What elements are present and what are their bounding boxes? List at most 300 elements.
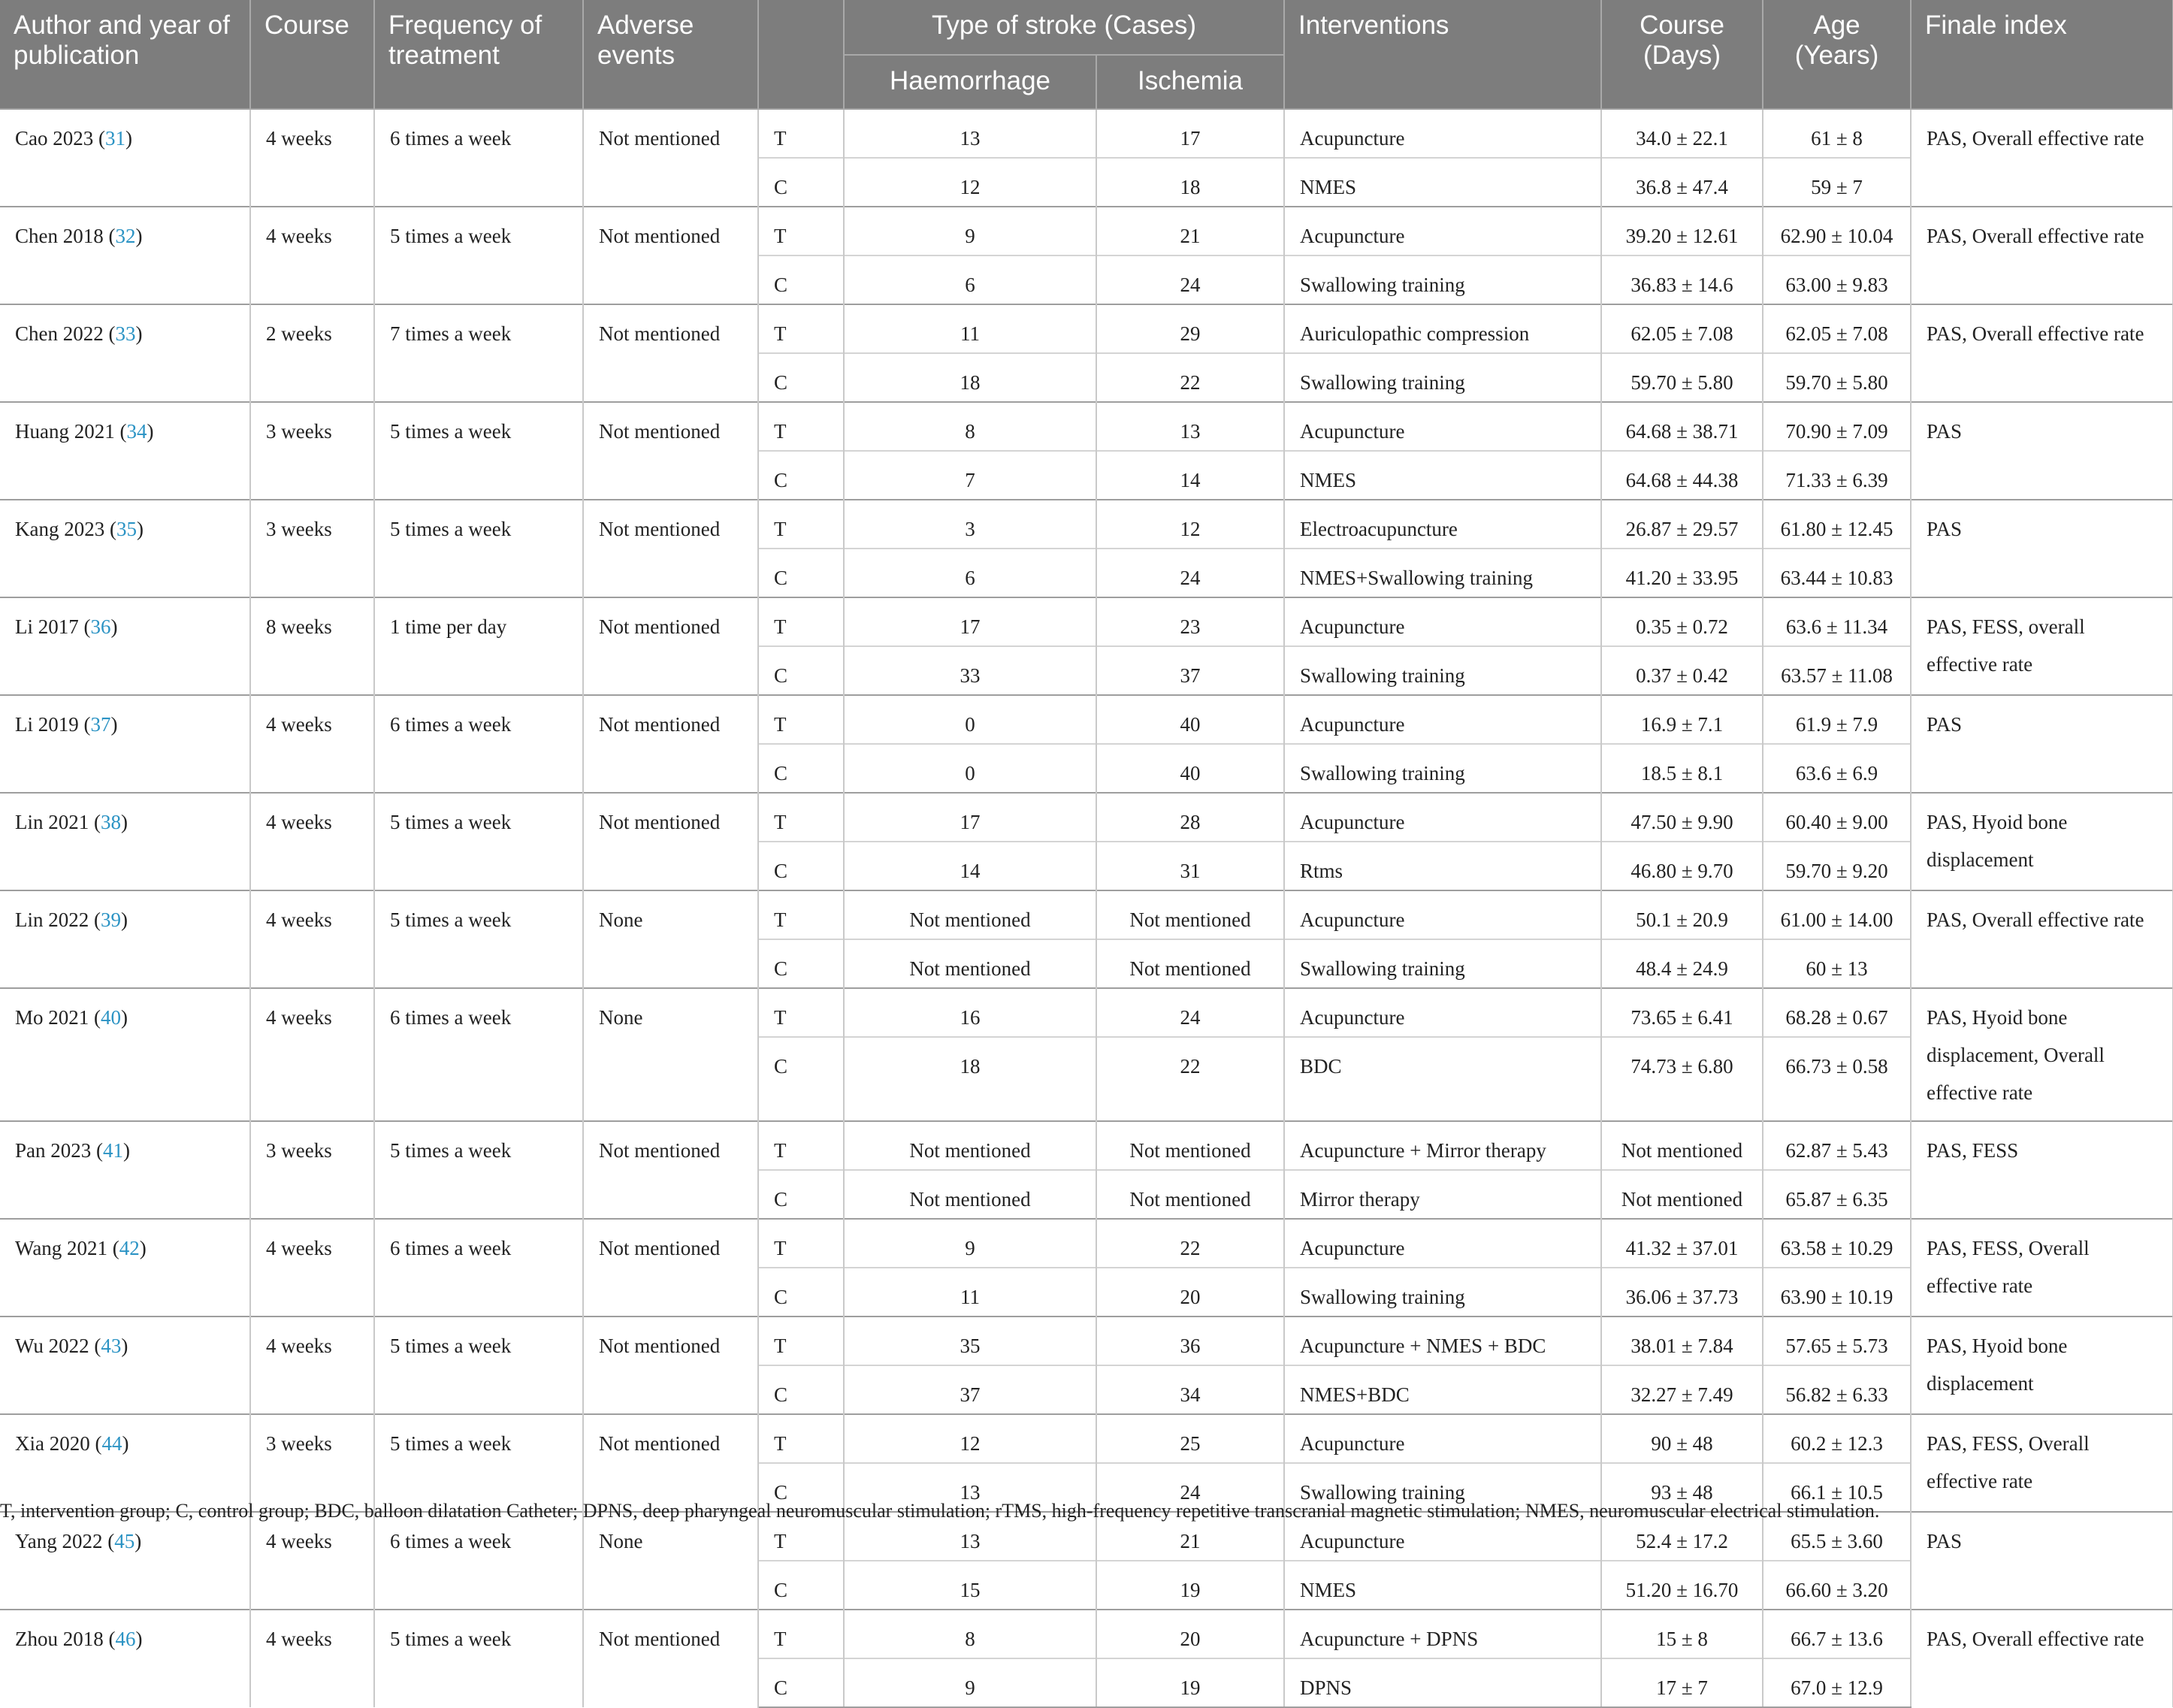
group-cell: T: [758, 1219, 844, 1268]
group-cell: C: [758, 1658, 844, 1707]
ischemia-cell: 31: [1096, 842, 1284, 890]
group-cell: T: [758, 1610, 844, 1658]
intervention-cell: Swallowing training: [1284, 744, 1601, 793]
haemorrhage-cell: 18: [844, 1037, 1096, 1121]
frequency-cell: 5 times a week: [374, 890, 583, 988]
author-year: Wang 2021 (: [15, 1237, 119, 1259]
table-row: [0, 207, 2173, 255]
intervention-cell: Acupuncture: [1284, 988, 1601, 1037]
frequency-cell: 7 times a week: [374, 304, 583, 402]
finale-index-cell: PAS, Overall effective rate: [1911, 109, 2173, 207]
header-ischemia: Ischemia: [1096, 55, 1284, 109]
intervention-cell: Swallowing training: [1284, 353, 1601, 402]
haemorrhage-cell: 13: [844, 1512, 1096, 1561]
haemorrhage-cell: 8: [844, 1610, 1096, 1658]
finale-index-cell: PAS, Hyoid bone displacement: [1911, 1317, 2173, 1414]
author-year: Wu 2022 (: [15, 1335, 101, 1357]
ischemia-cell: 29: [1096, 304, 1284, 353]
group-cell: C: [758, 1365, 844, 1414]
table-footnote: T, intervention group; C, control group; BDC, balloon dilatation Catheter; DPNS, deep pharyngeal neuromuscular stimulation; rTMS, high-frequency repetitive transcranial magnetic stimulation; NMES, neuromuscular electrical stimulation.: [0, 1500, 1880, 1522]
header-age: Age (Years): [1763, 0, 1911, 109]
age-cell: 66.60 ± 3.20: [1763, 1561, 1911, 1610]
haemorrhage-cell: 3: [844, 500, 1096, 549]
reference-link[interactable]: 31: [104, 127, 125, 150]
finale-index-cell: PAS, FESS, Overall effective rate: [1911, 1219, 2173, 1317]
finale-index-cell: PAS: [1911, 402, 2173, 500]
age-cell: 68.28 ± 0.67: [1763, 988, 1911, 1037]
finale-index-cell: PAS, Overall effective rate: [1911, 207, 2173, 304]
author-cell: [0, 1610, 250, 1707]
reference-link[interactable]: 35: [116, 518, 137, 540]
author-cell: [0, 109, 250, 207]
haemorrhage-cell: 11: [844, 1268, 1096, 1317]
closing-paren: ): [121, 1335, 128, 1357]
intervention-cell: Acupuncture + Mirror therapy: [1284, 1121, 1601, 1170]
header-author: Author and year of publication: [0, 0, 250, 109]
course-days-cell: 93 ± 48: [1601, 1463, 1763, 1512]
ischemia-cell: 22: [1096, 1219, 1284, 1268]
intervention-cell: NMES+BDC: [1284, 1365, 1601, 1414]
reference-link[interactable]: 45: [114, 1530, 135, 1552]
age-cell: 66.7 ± 13.6: [1763, 1610, 1911, 1658]
finale-index-cell: PAS, FESS: [1911, 1121, 2173, 1219]
reference-link[interactable]: 44: [101, 1432, 122, 1455]
haemorrhage-cell: 13: [844, 1463, 1096, 1512]
group-cell: T: [758, 109, 844, 158]
haemorrhage-cell: 11: [844, 304, 1096, 353]
closing-paren: ): [135, 1628, 143, 1650]
intervention-cell: DPNS: [1284, 1658, 1601, 1707]
age-cell: 61 ± 8: [1763, 109, 1911, 158]
haemorrhage-cell: 15: [844, 1561, 1096, 1610]
course-days-cell: 0.35 ± 0.72: [1601, 597, 1763, 646]
table-row: [0, 1317, 2173, 1365]
closing-paren: ): [110, 615, 118, 638]
intervention-cell: Acupuncture: [1284, 207, 1601, 255]
haemorrhage-cell: 18: [844, 353, 1096, 402]
group-cell: C: [758, 1037, 844, 1121]
course-days-cell: 64.68 ± 38.71: [1601, 402, 1763, 451]
ischemia-cell: 18: [1096, 158, 1284, 207]
adverse-events-cell: Not mentioned: [583, 304, 758, 402]
closing-paren: ): [110, 713, 118, 736]
course-cell: 8 weeks: [250, 597, 374, 695]
author-year: Li 2017 (: [15, 615, 91, 638]
table-row: [0, 1610, 2173, 1658]
course-cell: 4 weeks: [250, 1219, 374, 1317]
age-cell: 63.6 ± 11.34: [1763, 597, 1911, 646]
ischemia-cell: 17: [1096, 109, 1284, 158]
age-cell: 63.57 ± 11.08: [1763, 646, 1911, 695]
table-row: [0, 109, 2173, 158]
author-year: Pan 2023 (: [15, 1139, 103, 1162]
haemorrhage-cell: 17: [844, 793, 1096, 842]
age-cell: 59.70 ± 5.80: [1763, 353, 1911, 402]
age-cell: 61.80 ± 12.45: [1763, 500, 1911, 549]
closing-paren: ): [139, 1237, 147, 1259]
group-cell: C: [758, 1268, 844, 1317]
adverse-events-cell: None: [583, 1512, 758, 1610]
intervention-cell: Acupuncture: [1284, 109, 1601, 158]
haemorrhage-cell: 6: [844, 549, 1096, 597]
course-days-cell: 46.80 ± 9.70: [1601, 842, 1763, 890]
author-cell: [0, 793, 250, 890]
age-cell: 60 ± 13: [1763, 939, 1911, 988]
author-cell: [0, 1512, 250, 1610]
closing-paren: ): [125, 127, 132, 150]
course-cell: 3 weeks: [250, 500, 374, 597]
age-cell: 62.90 ± 10.04: [1763, 207, 1911, 255]
table-row: [0, 304, 2173, 353]
haemorrhage-cell: 9: [844, 207, 1096, 255]
header-haemorrhage: Haemorrhage: [844, 55, 1096, 109]
course-days-cell: 18.5 ± 8.1: [1601, 744, 1763, 793]
course-days-cell: 38.01 ± 7.84: [1601, 1317, 1763, 1365]
course-days-cell: 36.83 ± 14.6: [1601, 255, 1763, 304]
adverse-events-cell: Not mentioned: [583, 793, 758, 890]
ischemia-cell: 24: [1096, 1463, 1284, 1512]
course-days-cell: 62.05 ± 7.08: [1601, 304, 1763, 353]
age-cell: 63.6 ± 6.9: [1763, 744, 1911, 793]
group-cell: C: [758, 939, 844, 988]
frequency-cell: 6 times a week: [374, 109, 583, 207]
table-row: [0, 695, 2173, 744]
author-year: Cao 2023 (: [15, 127, 105, 150]
table-row: [0, 793, 2173, 842]
haemorrhage-cell: 6: [844, 255, 1096, 304]
intervention-cell: Acupuncture + NMES + BDC: [1284, 1317, 1601, 1365]
course-days-cell: 41.20 ± 33.95: [1601, 549, 1763, 597]
group-cell: C: [758, 353, 844, 402]
age-cell: 57.65 ± 5.73: [1763, 1317, 1911, 1365]
age-cell: 62.87 ± 5.43: [1763, 1121, 1911, 1170]
intervention-cell: Acupuncture: [1284, 890, 1601, 939]
age-cell: 59.70 ± 9.20: [1763, 842, 1911, 890]
author-cell: [0, 304, 250, 402]
course-days-cell: Not mentioned: [1601, 1121, 1763, 1170]
frequency-cell: 5 times a week: [374, 1121, 583, 1219]
intervention-cell: Swallowing training: [1284, 939, 1601, 988]
table-row: [0, 597, 2173, 646]
finale-index-cell: PAS: [1911, 695, 2173, 793]
adverse-events-cell: Not mentioned: [583, 1317, 758, 1414]
course-days-cell: 52.4 ± 17.2: [1601, 1512, 1763, 1561]
intervention-cell: Swallowing training: [1284, 646, 1601, 695]
group-cell: T: [758, 988, 844, 1037]
intervention-cell: NMES: [1284, 1561, 1601, 1610]
adverse-events-cell: Not mentioned: [583, 695, 758, 793]
author-year: Xia 2020 (: [15, 1432, 102, 1455]
ischemia-cell: 19: [1096, 1561, 1284, 1610]
author-cell: [0, 695, 250, 793]
course-days-cell: Not mentioned: [1601, 1170, 1763, 1219]
reference-link[interactable]: 42: [119, 1237, 140, 1259]
ischemia-cell: 34: [1096, 1365, 1284, 1414]
course-cell: 4 weeks: [250, 109, 374, 207]
haemorrhage-cell: 33: [844, 646, 1096, 695]
haemorrhage-cell: Not mentioned: [844, 890, 1096, 939]
group-cell: T: [758, 304, 844, 353]
reference-link[interactable]: 32: [115, 225, 136, 247]
age-cell: 71.33 ± 6.39: [1763, 451, 1911, 500]
group-cell: C: [758, 451, 844, 500]
group-cell: T: [758, 1512, 844, 1561]
ischemia-cell: 19: [1096, 1658, 1284, 1707]
author-cell: [0, 597, 250, 695]
intervention-cell: BDC: [1284, 1037, 1601, 1121]
course-days-cell: 90 ± 48: [1601, 1414, 1763, 1463]
header-group: [758, 0, 844, 109]
author-cell: [0, 207, 250, 304]
author-year: Lin 2021 (: [15, 811, 101, 833]
closing-paren: ): [135, 225, 143, 247]
age-cell: 60.40 ± 9.00: [1763, 793, 1911, 842]
ischemia-cell: 40: [1096, 695, 1284, 744]
author-cell: [0, 500, 250, 597]
reference-link[interactable]: 38: [101, 811, 121, 833]
frequency-cell: 6 times a week: [374, 1219, 583, 1317]
course-days-cell: 50.1 ± 20.9: [1601, 890, 1763, 939]
intervention-cell: Auriculopathic compression: [1284, 304, 1601, 353]
course-days-cell: 34.0 ± 22.1: [1601, 109, 1763, 158]
header-adverse-events: Adverse events: [583, 0, 758, 109]
intervention-cell: Mirror therapy: [1284, 1170, 1601, 1219]
haemorrhage-cell: Not mentioned: [844, 939, 1096, 988]
table-body: [0, 109, 2173, 1707]
age-cell: 63.44 ± 10.83: [1763, 549, 1911, 597]
closing-paren: ): [147, 420, 154, 443]
course-days-cell: 74.73 ± 6.80: [1601, 1037, 1763, 1121]
group-cell: T: [758, 695, 844, 744]
ischemia-cell: 13: [1096, 402, 1284, 451]
haemorrhage-cell: 12: [844, 158, 1096, 207]
age-cell: 56.82 ± 6.33: [1763, 1365, 1911, 1414]
header-finale-index: Finale index: [1911, 0, 2173, 109]
adverse-events-cell: Not mentioned: [583, 1414, 758, 1512]
age-cell: 66.73 ± 0.58: [1763, 1037, 1911, 1121]
closing-paren: ): [121, 811, 128, 833]
group-cell: T: [758, 500, 844, 549]
course-days-cell: 64.68 ± 44.38: [1601, 451, 1763, 500]
header-frequency: Frequency of treatment: [374, 0, 583, 109]
course-cell: 4 weeks: [250, 207, 374, 304]
age-cell: 70.90 ± 7.09: [1763, 402, 1911, 451]
intervention-cell: Acupuncture: [1284, 1414, 1601, 1463]
group-cell: T: [758, 1317, 844, 1365]
haemorrhage-cell: 16: [844, 988, 1096, 1037]
ischemia-cell: 40: [1096, 744, 1284, 793]
age-cell: 63.58 ± 10.29: [1763, 1219, 1911, 1268]
ischemia-cell: 21: [1096, 207, 1284, 255]
age-cell: 59 ± 7: [1763, 158, 1911, 207]
author-year: Li 2019 (: [15, 713, 91, 736]
header-stroke-type: Type of stroke (Cases): [844, 0, 1284, 55]
frequency-cell: 1 time per day: [374, 597, 583, 695]
table-row: [0, 1121, 2173, 1170]
author-cell: [0, 1317, 250, 1414]
course-days-cell: 17 ± 7: [1601, 1658, 1763, 1707]
finale-index-cell: PAS, Hyoid bone displacement: [1911, 793, 2173, 890]
course-days-cell: 39.20 ± 12.61: [1601, 207, 1763, 255]
reference-link[interactable]: 34: [126, 420, 147, 443]
header-course: Course: [250, 0, 374, 109]
adverse-events-cell: Not mentioned: [583, 1610, 758, 1707]
ischemia-cell: 20: [1096, 1268, 1284, 1317]
group-cell: T: [758, 402, 844, 451]
haemorrhage-cell: Not mentioned: [844, 1170, 1096, 1219]
frequency-cell: 5 times a week: [374, 793, 583, 890]
course-days-cell: 36.06 ± 37.73: [1601, 1268, 1763, 1317]
ischemia-cell: 36: [1096, 1317, 1284, 1365]
reference-link[interactable]: 37: [90, 713, 111, 736]
course-days-cell: 59.70 ± 5.80: [1601, 353, 1763, 402]
age-cell: 67.0 ± 12.9: [1763, 1658, 1911, 1707]
age-cell: 62.05 ± 7.08: [1763, 304, 1911, 353]
intervention-cell: Swallowing training: [1284, 255, 1601, 304]
ischemia-cell: 37: [1096, 646, 1284, 695]
course-days-cell: 51.20 ± 16.70: [1601, 1561, 1763, 1610]
intervention-cell: NMES: [1284, 451, 1601, 500]
haemorrhage-cell: 12: [844, 1414, 1096, 1463]
group-cell: C: [758, 744, 844, 793]
haemorrhage-cell: 35: [844, 1317, 1096, 1365]
course-days-cell: 47.50 ± 9.90: [1601, 793, 1763, 842]
group-cell: T: [758, 793, 844, 842]
frequency-cell: 5 times a week: [374, 1317, 583, 1414]
age-cell: 61.00 ± 14.00: [1763, 890, 1911, 939]
author-year: Kang 2023 (: [15, 518, 116, 540]
adverse-events-cell: Not mentioned: [583, 109, 758, 207]
course-days-cell: 15 ± 8: [1601, 1610, 1763, 1658]
intervention-cell: NMES: [1284, 158, 1601, 207]
haemorrhage-cell: 8: [844, 402, 1096, 451]
ischemia-cell: 22: [1096, 1037, 1284, 1121]
author-year: Lin 2022 (: [15, 908, 101, 931]
ischemia-cell: 14: [1096, 451, 1284, 500]
course-cell: 4 weeks: [250, 890, 374, 988]
adverse-events-cell: Not mentioned: [583, 1121, 758, 1219]
course-days-cell: 0.37 ± 0.42: [1601, 646, 1763, 695]
age-cell: 60.2 ± 12.3: [1763, 1414, 1911, 1463]
author-cell: [0, 402, 250, 500]
intervention-cell: Rtms: [1284, 842, 1601, 890]
haemorrhage-cell: 14: [844, 842, 1096, 890]
table-row: [0, 500, 2173, 549]
group-cell: T: [758, 207, 844, 255]
ischemia-cell: Not mentioned: [1096, 890, 1284, 939]
table-row: [0, 402, 2173, 451]
group-cell: C: [758, 255, 844, 304]
course-cell: 2 weeks: [250, 304, 374, 402]
closing-paren: ): [122, 1432, 129, 1455]
finale-index-cell: PAS, Hyoid bone displacement, Overall effective rate: [1911, 988, 2173, 1121]
finale-index-cell: PAS, Overall effective rate: [1911, 890, 2173, 988]
course-days-cell: 32.27 ± 7.49: [1601, 1365, 1763, 1414]
course-cell: 4 weeks: [250, 793, 374, 890]
age-cell: 65.5 ± 3.60: [1763, 1512, 1911, 1561]
table-row: [0, 988, 2173, 1037]
reference-link[interactable]: 36: [90, 615, 111, 638]
finale-index-cell: PAS, Overall effective rate: [1911, 1610, 2173, 1707]
haemorrhage-cell: 9: [844, 1658, 1096, 1707]
course-cell: 4 weeks: [250, 1512, 374, 1610]
frequency-cell: 5 times a week: [374, 402, 583, 500]
group-cell: C: [758, 842, 844, 890]
header-course-days: Course (Days): [1601, 0, 1763, 109]
author-year: Chen 2018 (: [15, 225, 116, 247]
reference-link[interactable]: 41: [103, 1139, 123, 1162]
reference-link[interactable]: 33: [115, 322, 136, 345]
course-days-cell: 16.9 ± 7.1: [1601, 695, 1763, 744]
adverse-events-cell: None: [583, 988, 758, 1121]
frequency-cell: 5 times a week: [374, 500, 583, 597]
course-cell: 4 weeks: [250, 1317, 374, 1414]
group-cell: T: [758, 1414, 844, 1463]
reference-link[interactable]: 40: [101, 1006, 121, 1029]
haemorrhage-cell: 13: [844, 109, 1096, 158]
age-cell: 61.9 ± 7.9: [1763, 695, 1911, 744]
closing-paren: ): [136, 518, 144, 540]
group-cell: C: [758, 646, 844, 695]
course-cell: 4 weeks: [250, 695, 374, 793]
adverse-events-cell: None: [583, 890, 758, 988]
author-cell: [0, 1414, 250, 1512]
adverse-events-cell: Not mentioned: [583, 597, 758, 695]
frequency-cell: 6 times a week: [374, 695, 583, 793]
adverse-events-cell: Not mentioned: [583, 500, 758, 597]
course-cell: 3 weeks: [250, 1414, 374, 1512]
intervention-cell: Swallowing training: [1284, 1463, 1601, 1512]
finale-index-cell: PAS, Overall effective rate: [1911, 304, 2173, 402]
ischemia-cell: Not mentioned: [1096, 939, 1284, 988]
author-cell: [0, 988, 250, 1121]
finale-index-cell: PAS, FESS, Overall effective rate: [1911, 1414, 2173, 1512]
ischemia-cell: 28: [1096, 793, 1284, 842]
haemorrhage-cell: 37: [844, 1365, 1096, 1414]
author-year: Huang 2021 (: [15, 420, 127, 443]
reference-link[interactable]: 46: [115, 1628, 136, 1650]
author-year: Mo 2021 (: [15, 1006, 101, 1029]
course-cell: 3 weeks: [250, 402, 374, 500]
closing-paren: ): [123, 1139, 130, 1162]
group-cell: C: [758, 1561, 844, 1610]
course-cell: 3 weeks: [250, 1121, 374, 1219]
course-days-cell: 73.65 ± 6.41: [1601, 988, 1763, 1037]
reference-link[interactable]: 43: [101, 1335, 122, 1357]
group-cell: C: [758, 1170, 844, 1219]
intervention-cell: Acupuncture: [1284, 1512, 1601, 1561]
ischemia-cell: 23: [1096, 597, 1284, 646]
closing-paren: ): [121, 908, 128, 931]
haemorrhage-cell: 0: [844, 744, 1096, 793]
group-cell: T: [758, 597, 844, 646]
haemorrhage-cell: 7: [844, 451, 1096, 500]
intervention-cell: NMES+Swallowing training: [1284, 549, 1601, 597]
ischemia-cell: 24: [1096, 549, 1284, 597]
ischemia-cell: 22: [1096, 353, 1284, 402]
ischemia-cell: 21: [1096, 1512, 1284, 1561]
table-row: [0, 1414, 2173, 1463]
intervention-cell: Acupuncture: [1284, 1219, 1601, 1268]
reference-link[interactable]: 39: [101, 908, 121, 931]
author-cell: [0, 890, 250, 988]
frequency-cell: 6 times a week: [374, 988, 583, 1121]
ischemia-cell: 12: [1096, 500, 1284, 549]
frequency-cell: 5 times a week: [374, 1610, 583, 1707]
intervention-cell: Electroacupuncture: [1284, 500, 1601, 549]
finale-index-cell: PAS: [1911, 500, 2173, 597]
intervention-cell: Acupuncture + DPNS: [1284, 1610, 1601, 1658]
